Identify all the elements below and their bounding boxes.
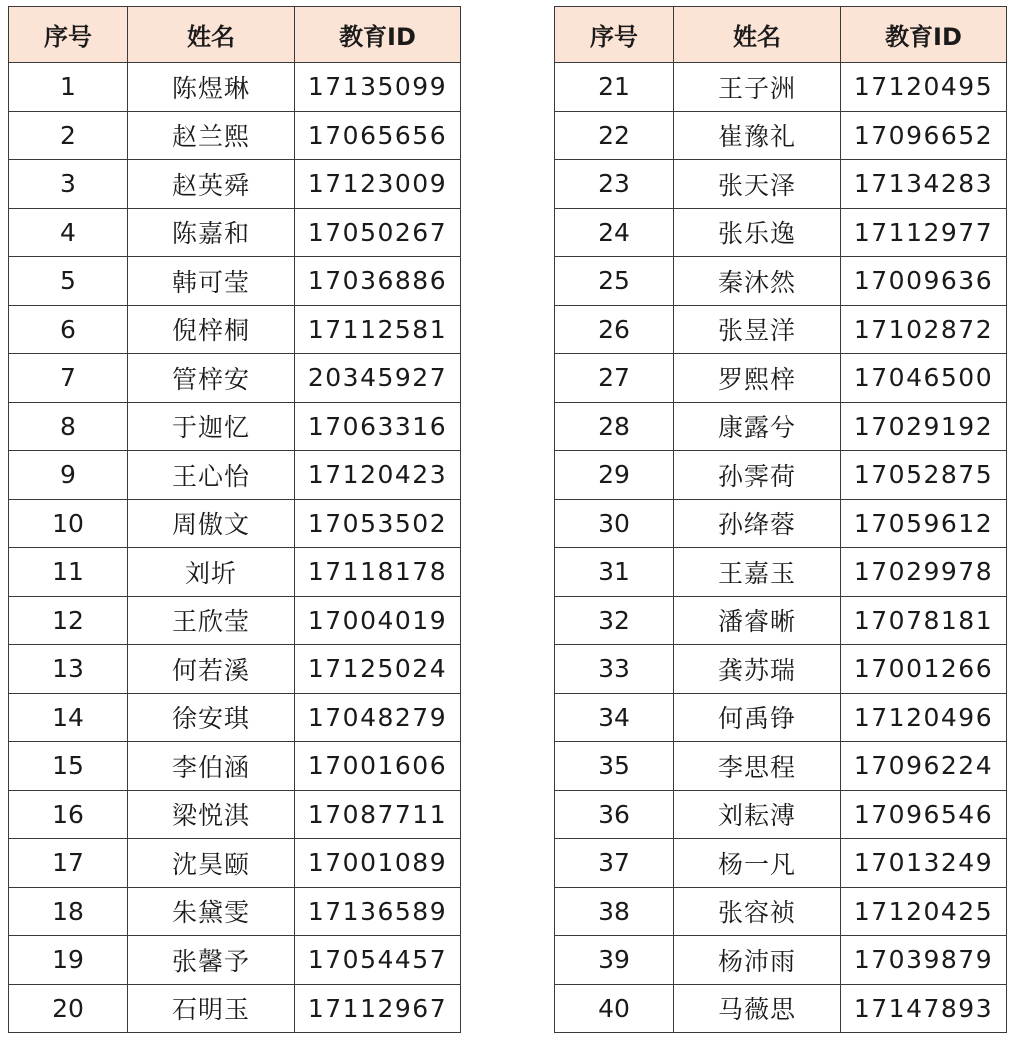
table-row	[9, 936, 461, 985]
table-row	[9, 499, 461, 548]
cell-education-id: 17039879	[841, 936, 1007, 985]
table-body-left	[9, 63, 461, 1033]
cell-name: 杨一凡	[674, 839, 841, 888]
cell-education-id: 17120425	[841, 887, 1007, 936]
cell-number: 4	[9, 208, 128, 257]
cell-number: 12	[9, 596, 128, 645]
cell-number: 24	[555, 208, 674, 257]
cell-name: 康露兮	[674, 402, 841, 451]
cell-education-id: 17120423	[295, 451, 461, 500]
cell-education-id: 17029978	[841, 548, 1007, 597]
cell-name: 罗熙梓	[674, 354, 841, 403]
cell-name: 陈煜琳	[128, 63, 295, 112]
table-row	[9, 645, 461, 694]
cell-number: 33	[555, 645, 674, 694]
cell-number: 34	[555, 693, 674, 742]
cell-education-id: 17050267	[295, 208, 461, 257]
cell-name: 李伯涵	[128, 742, 295, 791]
cell-education-id: 17054457	[295, 936, 461, 985]
cell-name: 韩可莹	[128, 257, 295, 306]
cell-number: 10	[9, 499, 128, 548]
cell-name: 何禹铮	[674, 693, 841, 742]
cell-education-id: 17087711	[295, 790, 461, 839]
cell-number: 35	[555, 742, 674, 791]
cell-number: 25	[555, 257, 674, 306]
column-header-name: 姓名	[674, 7, 841, 63]
table-row	[9, 693, 461, 742]
table-row	[9, 596, 461, 645]
cell-number: 28	[555, 402, 674, 451]
cell-number: 3	[9, 160, 128, 209]
cell-education-id: 17118178	[295, 548, 461, 597]
cell-number: 38	[555, 887, 674, 936]
cell-number: 11	[9, 548, 128, 597]
table-row	[9, 208, 461, 257]
table-row	[9, 160, 461, 209]
cell-name: 何若溪	[128, 645, 295, 694]
cell-number: 13	[9, 645, 128, 694]
cell-education-id: 17059612	[841, 499, 1007, 548]
table-row	[555, 111, 1007, 160]
table-row	[555, 693, 1007, 742]
column-header-id: 教育ID	[841, 7, 1007, 63]
table-row	[555, 451, 1007, 500]
cell-number: 32	[555, 596, 674, 645]
cell-number: 18	[9, 887, 128, 936]
cell-name: 王子洲	[674, 63, 841, 112]
cell-education-id: 17013249	[841, 839, 1007, 888]
cell-name: 赵英舜	[128, 160, 295, 209]
cell-education-id: 17125024	[295, 645, 461, 694]
cell-number: 9	[9, 451, 128, 500]
column-header-name: 姓名	[128, 7, 295, 63]
cell-name: 朱黛雯	[128, 887, 295, 936]
cell-education-id: 17009636	[841, 257, 1007, 306]
table-row	[555, 742, 1007, 791]
table-row	[555, 354, 1007, 403]
cell-name: 周傲文	[128, 499, 295, 548]
cell-education-id: 17112977	[841, 208, 1007, 257]
table-row	[9, 548, 461, 597]
cell-education-id: 17078181	[841, 596, 1007, 645]
cell-name: 王欣莹	[128, 596, 295, 645]
cell-name: 梁悦淇	[128, 790, 295, 839]
table-row	[555, 160, 1007, 209]
cell-number: 23	[555, 160, 674, 209]
cell-education-id: 17112967	[295, 984, 461, 1033]
table-row	[9, 63, 461, 112]
table-row	[555, 402, 1007, 451]
cell-number: 39	[555, 936, 674, 985]
cell-name: 张容祯	[674, 887, 841, 936]
table-row	[9, 790, 461, 839]
table-row	[555, 548, 1007, 597]
table-row	[555, 984, 1007, 1033]
cell-name: 刘耘溥	[674, 790, 841, 839]
cell-name: 陈嘉和	[128, 208, 295, 257]
table-row	[9, 111, 461, 160]
table-row	[9, 402, 461, 451]
table-row	[9, 257, 461, 306]
cell-name: 张乐逸	[674, 208, 841, 257]
cell-number: 2	[9, 111, 128, 160]
cell-number: 16	[9, 790, 128, 839]
cell-name: 管梓安	[128, 354, 295, 403]
table-row	[9, 839, 461, 888]
cell-number: 22	[555, 111, 674, 160]
cell-education-id: 17001089	[295, 839, 461, 888]
cell-name: 王心怡	[128, 451, 295, 500]
cell-education-id: 17096224	[841, 742, 1007, 791]
table-row	[9, 305, 461, 354]
cell-name: 石明玉	[128, 984, 295, 1033]
cell-name: 龚苏瑞	[674, 645, 841, 694]
cell-education-id: 17134283	[841, 160, 1007, 209]
cell-education-id: 17136589	[295, 887, 461, 936]
column-header-id: 教育ID	[295, 7, 461, 63]
table-row	[555, 208, 1007, 257]
cell-number: 8	[9, 402, 128, 451]
cell-name: 徐安琪	[128, 693, 295, 742]
cell-education-id: 17063316	[295, 402, 461, 451]
cell-education-id: 17001266	[841, 645, 1007, 694]
cell-name: 杨沛雨	[674, 936, 841, 985]
table-row	[555, 936, 1007, 985]
cell-number: 5	[9, 257, 128, 306]
cell-education-id: 17036886	[295, 257, 461, 306]
column-header-no: 序号	[9, 7, 128, 63]
table-row	[555, 790, 1007, 839]
table-row	[555, 63, 1007, 112]
cell-number: 17	[9, 839, 128, 888]
cell-education-id: 17123009	[295, 160, 461, 209]
table-header-row	[9, 7, 461, 63]
cell-education-id: 17052875	[841, 451, 1007, 500]
cell-education-id: 20345927	[295, 354, 461, 403]
cell-education-id: 17096546	[841, 790, 1007, 839]
cell-number: 27	[555, 354, 674, 403]
cell-number: 21	[555, 63, 674, 112]
cell-number: 37	[555, 839, 674, 888]
cell-name: 孙霁荷	[674, 451, 841, 500]
cell-name: 刘圻	[128, 548, 295, 597]
table-row	[555, 499, 1007, 548]
table-row	[555, 887, 1007, 936]
table-row	[9, 984, 461, 1033]
table-body-right	[555, 63, 1007, 1033]
cell-education-id: 17120495	[841, 63, 1007, 112]
cell-number: 14	[9, 693, 128, 742]
cell-number: 1	[9, 63, 128, 112]
cell-education-id: 17046500	[841, 354, 1007, 403]
table-row	[555, 596, 1007, 645]
cell-name: 倪梓桐	[128, 305, 295, 354]
cell-number: 6	[9, 305, 128, 354]
cell-name: 张昱洋	[674, 305, 841, 354]
cell-education-id: 17102872	[841, 305, 1007, 354]
cell-number: 19	[9, 936, 128, 985]
cell-education-id: 17135099	[295, 63, 461, 112]
cell-number: 7	[9, 354, 128, 403]
table-row	[9, 887, 461, 936]
cell-education-id: 17120496	[841, 693, 1007, 742]
table-row	[9, 742, 461, 791]
cell-name: 沈昊颐	[128, 839, 295, 888]
table-row	[555, 645, 1007, 694]
cell-education-id: 17053502	[295, 499, 461, 548]
cell-education-id: 17004019	[295, 596, 461, 645]
cell-education-id: 17048279	[295, 693, 461, 742]
cell-name: 李思程	[674, 742, 841, 791]
table-row	[555, 305, 1007, 354]
cell-education-id: 17147893	[841, 984, 1007, 1033]
cell-education-id: 17096652	[841, 111, 1007, 160]
cell-number: 15	[9, 742, 128, 791]
roster-table-right	[554, 6, 1007, 1033]
cell-name: 秦沐然	[674, 257, 841, 306]
cell-name: 孙绛蓉	[674, 499, 841, 548]
cell-number: 31	[555, 548, 674, 597]
table-row	[9, 451, 461, 500]
table-row	[555, 839, 1007, 888]
cell-number: 26	[555, 305, 674, 354]
roster-table-left	[8, 6, 461, 1033]
cell-name: 崔豫礼	[674, 111, 841, 160]
cell-name: 马薇思	[674, 984, 841, 1033]
cell-name: 王嘉玉	[674, 548, 841, 597]
cell-name: 于迦忆	[128, 402, 295, 451]
cell-number: 20	[9, 984, 128, 1033]
cell-education-id: 17029192	[841, 402, 1007, 451]
cell-education-id: 17065656	[295, 111, 461, 160]
cell-number: 36	[555, 790, 674, 839]
table-row	[9, 354, 461, 403]
cell-education-id: 17112581	[295, 305, 461, 354]
cell-number: 29	[555, 451, 674, 500]
cell-number: 40	[555, 984, 674, 1033]
cell-education-id: 17001606	[295, 742, 461, 791]
cell-number: 30	[555, 499, 674, 548]
table-header-row	[555, 7, 1007, 63]
cell-name: 潘睿晰	[674, 596, 841, 645]
column-header-no: 序号	[555, 7, 674, 63]
table-row	[555, 257, 1007, 306]
cell-name: 张天泽	[674, 160, 841, 209]
cell-name: 张馨予	[128, 936, 295, 985]
cell-name: 赵兰熙	[128, 111, 295, 160]
